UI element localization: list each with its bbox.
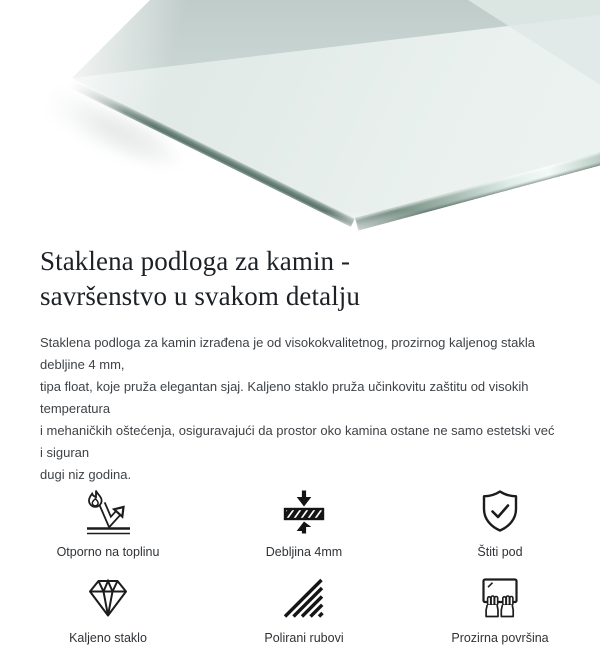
description-line: tipa float, koje pruža elegantan sjaj. Kaljeno staklo pruža učinkovitu zaštitu od visokih temperatura — [40, 379, 529, 417]
description-line: Staklena podloga za kamin izrađena je od visokokvalitetnog, prozirnog kaljenog stakla debljine 4 mm, — [40, 335, 536, 373]
feature-polished-edges — [206, 574, 402, 646]
thickness-4mm-icon — [280, 488, 328, 536]
heat-resistant-icon — [83, 488, 133, 536]
photo-fade-left — [0, 0, 300, 235]
feature-grid — [0, 486, 600, 646]
feature-protects-floor — [402, 488, 598, 560]
page-title — [40, 244, 560, 314]
page-title-line-2: savršenstvo u svakom detalju — [40, 281, 360, 311]
product-photo-glass-sheet — [0, 0, 600, 235]
text-content — [0, 244, 600, 486]
diamond-icon — [84, 574, 132, 622]
photo-fade-bottom — [0, 211, 600, 235]
feature-thickness — [206, 488, 402, 560]
product-description — [40, 332, 560, 486]
page-title-line-1: Staklena podloga za kamin - — [40, 246, 351, 276]
polished-edges-icon — [280, 574, 328, 622]
description-line: i mehaničkih oštećenja, osiguravajući da prostor oko kamina ostane ne samo estetski već i siguran — [40, 423, 555, 461]
feature-tempered-glass — [10, 574, 206, 646]
feature-heat-resistant — [10, 488, 206, 560]
feature-label: Debljina 4mm — [265, 545, 343, 560]
feature-transparent-surface — [402, 574, 598, 646]
description-line: dugi niz godina. — [40, 467, 132, 483]
shield-check-icon — [476, 488, 524, 536]
feature-label: Polirani rubovi — [264, 631, 344, 646]
feature-label: Štiti pod — [477, 545, 523, 560]
feature-label: Otporno na toplinu — [56, 545, 160, 560]
feature-label: Prozirna površina — [451, 631, 549, 646]
feature-label: Kaljeno staklo — [69, 631, 147, 646]
hands-holding-glass-icon — [475, 574, 525, 622]
